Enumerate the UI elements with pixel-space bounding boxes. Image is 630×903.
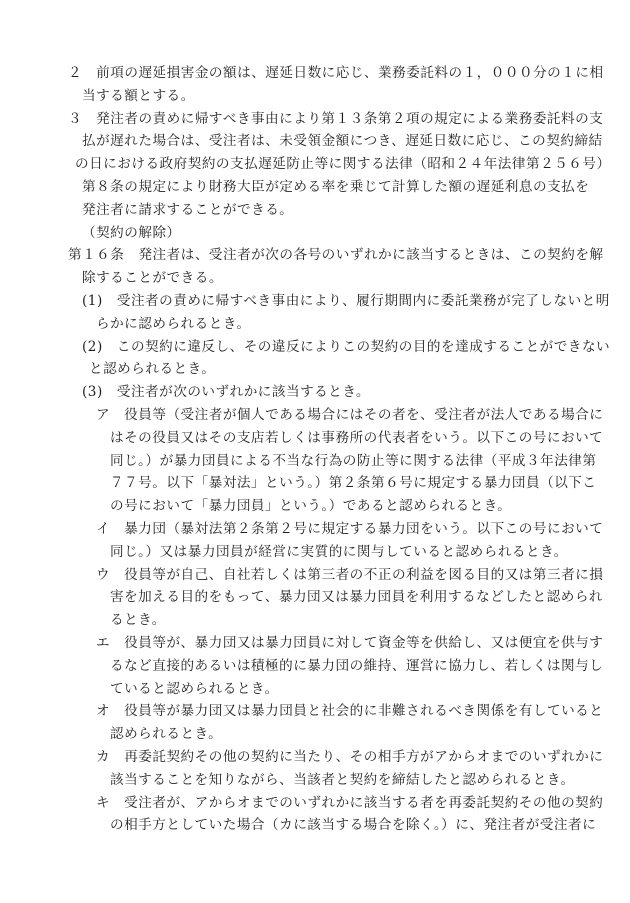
item-3-line-1: (3) 受注者が次のいずれかに該当するとき。	[82, 384, 370, 401]
subitem-e-line-3: ていると認められるとき。	[110, 680, 279, 697]
subitem-a-line-3: 同じ。）が暴力団員による不当な行為の防止等に関する法律（平成３年法律第	[110, 452, 597, 469]
subitem-i-line-1: イ 暴力団（暴対法第２条第２号に規定する暴力団をいう。以下この号において	[96, 520, 604, 537]
subitem-ka-line-1: カ 再委託契約その他の契約に当たり、その相手方がアからオまでのいずれかに	[96, 748, 604, 765]
subitem-a-line-1: ア 役員等（受注者が個人である場合にはその者を、受注者が法人である場合に	[96, 406, 604, 423]
item-2-line-2: と認められるとき。	[89, 361, 216, 378]
clause-3-line-1: ３ 発注者の責めに帰すべき事由により第１３条第２項の規定による業務委託料の支	[68, 110, 604, 127]
clause-3-line-5: 発注者に請求することができる。	[82, 201, 294, 218]
item-2-line-1: (2) この契約に違反し、その違反によりこの契約の目的を達成することができない	[82, 338, 611, 355]
subitem-o-line-1: オ 役員等が暴力団又は暴力団員と社会的に非難されるべき関係を有していると	[96, 703, 604, 720]
item-1-line-2: らかに認められるとき。	[96, 315, 251, 332]
clause-3-line-4: 第８条の規定により財務大臣が定める率を乗じて計算した額の遅延利息の支払を	[82, 178, 590, 195]
subitem-e-line-1: エ 役員等が、暴力団又は暴力団員に対して資金等を供給し、又は便宜を供与す	[96, 634, 604, 651]
subitem-a-line-2: はその役員又はその支店若しくは事務所の代表者をいう。以下この号において	[110, 429, 604, 446]
subitem-u-line-2: 害を加える目的をもって、暴力団又は暴力団員を利用するなどしたと認められ	[110, 589, 604, 606]
clause-3-line-2: 払が遅れた場合は、受注者は、未受領金額につき、遅延日数に応じ、この契約締結	[82, 133, 603, 150]
subitem-a-line-4: ７７号。以下「暴対法」という。）第２条第６号に規定する暴力団員（以下こ	[110, 475, 597, 492]
subitem-u-line-3: るとき。	[110, 612, 166, 629]
subitem-ka-line-2: 該当することを知りながら、当該者と契約を締結したと認められるとき。	[110, 771, 575, 788]
subitem-e-line-2: るなど直接的あるいは積極的に暴力団の維持、運営に協力し、若しくは関与し	[110, 657, 604, 674]
subitem-o-line-2: 認められるとき。	[110, 726, 223, 743]
subitem-i-line-2: 同じ。）又は暴力団員が経営に実質的に関与していると認められるとき。	[110, 543, 568, 560]
subitem-ki-line-1: キ 受注者が、アからオまでのいずれかに該当する者を再委託契約その他の契約	[96, 794, 604, 811]
section-heading-contract-termination: （契約の解除）	[82, 224, 181, 241]
clause-3-line-3: の日における政府契約の支払遅延防止等に関する法律（昭和２４年法律第２５６号）	[75, 156, 611, 173]
clause-2-line-2: 当する額とする。	[82, 87, 195, 104]
article-16-line-2: 除することができる。	[82, 270, 223, 287]
subitem-a-line-5: の号において「暴力団員」という。）であると認められるとき。	[110, 498, 512, 515]
clause-2-line-1: ２ 前項の遅延損害金の額は、遅延日数に応じ、業務委託料の１，０００分の１に相	[68, 65, 604, 81]
item-1-line-1: (1) 受注者の責めに帰すべき事由により、履行期間内に委託業務が完了しないと明	[82, 292, 610, 309]
article-16-line-1: 第１６条 発注者は、受注者が次の各号のいずれかに該当するときは、この契約を解	[68, 247, 604, 264]
subitem-u-line-1: ウ 役員等が自己、自社若しくは第三者の不正の利益を図る目的又は第三者に損	[96, 566, 604, 583]
subitem-ki-line-2: の相手方としていた場合（カに該当する場合を除く。）に、発注者が受注者に	[110, 817, 597, 834]
contract-text-body	[68, 62, 611, 837]
